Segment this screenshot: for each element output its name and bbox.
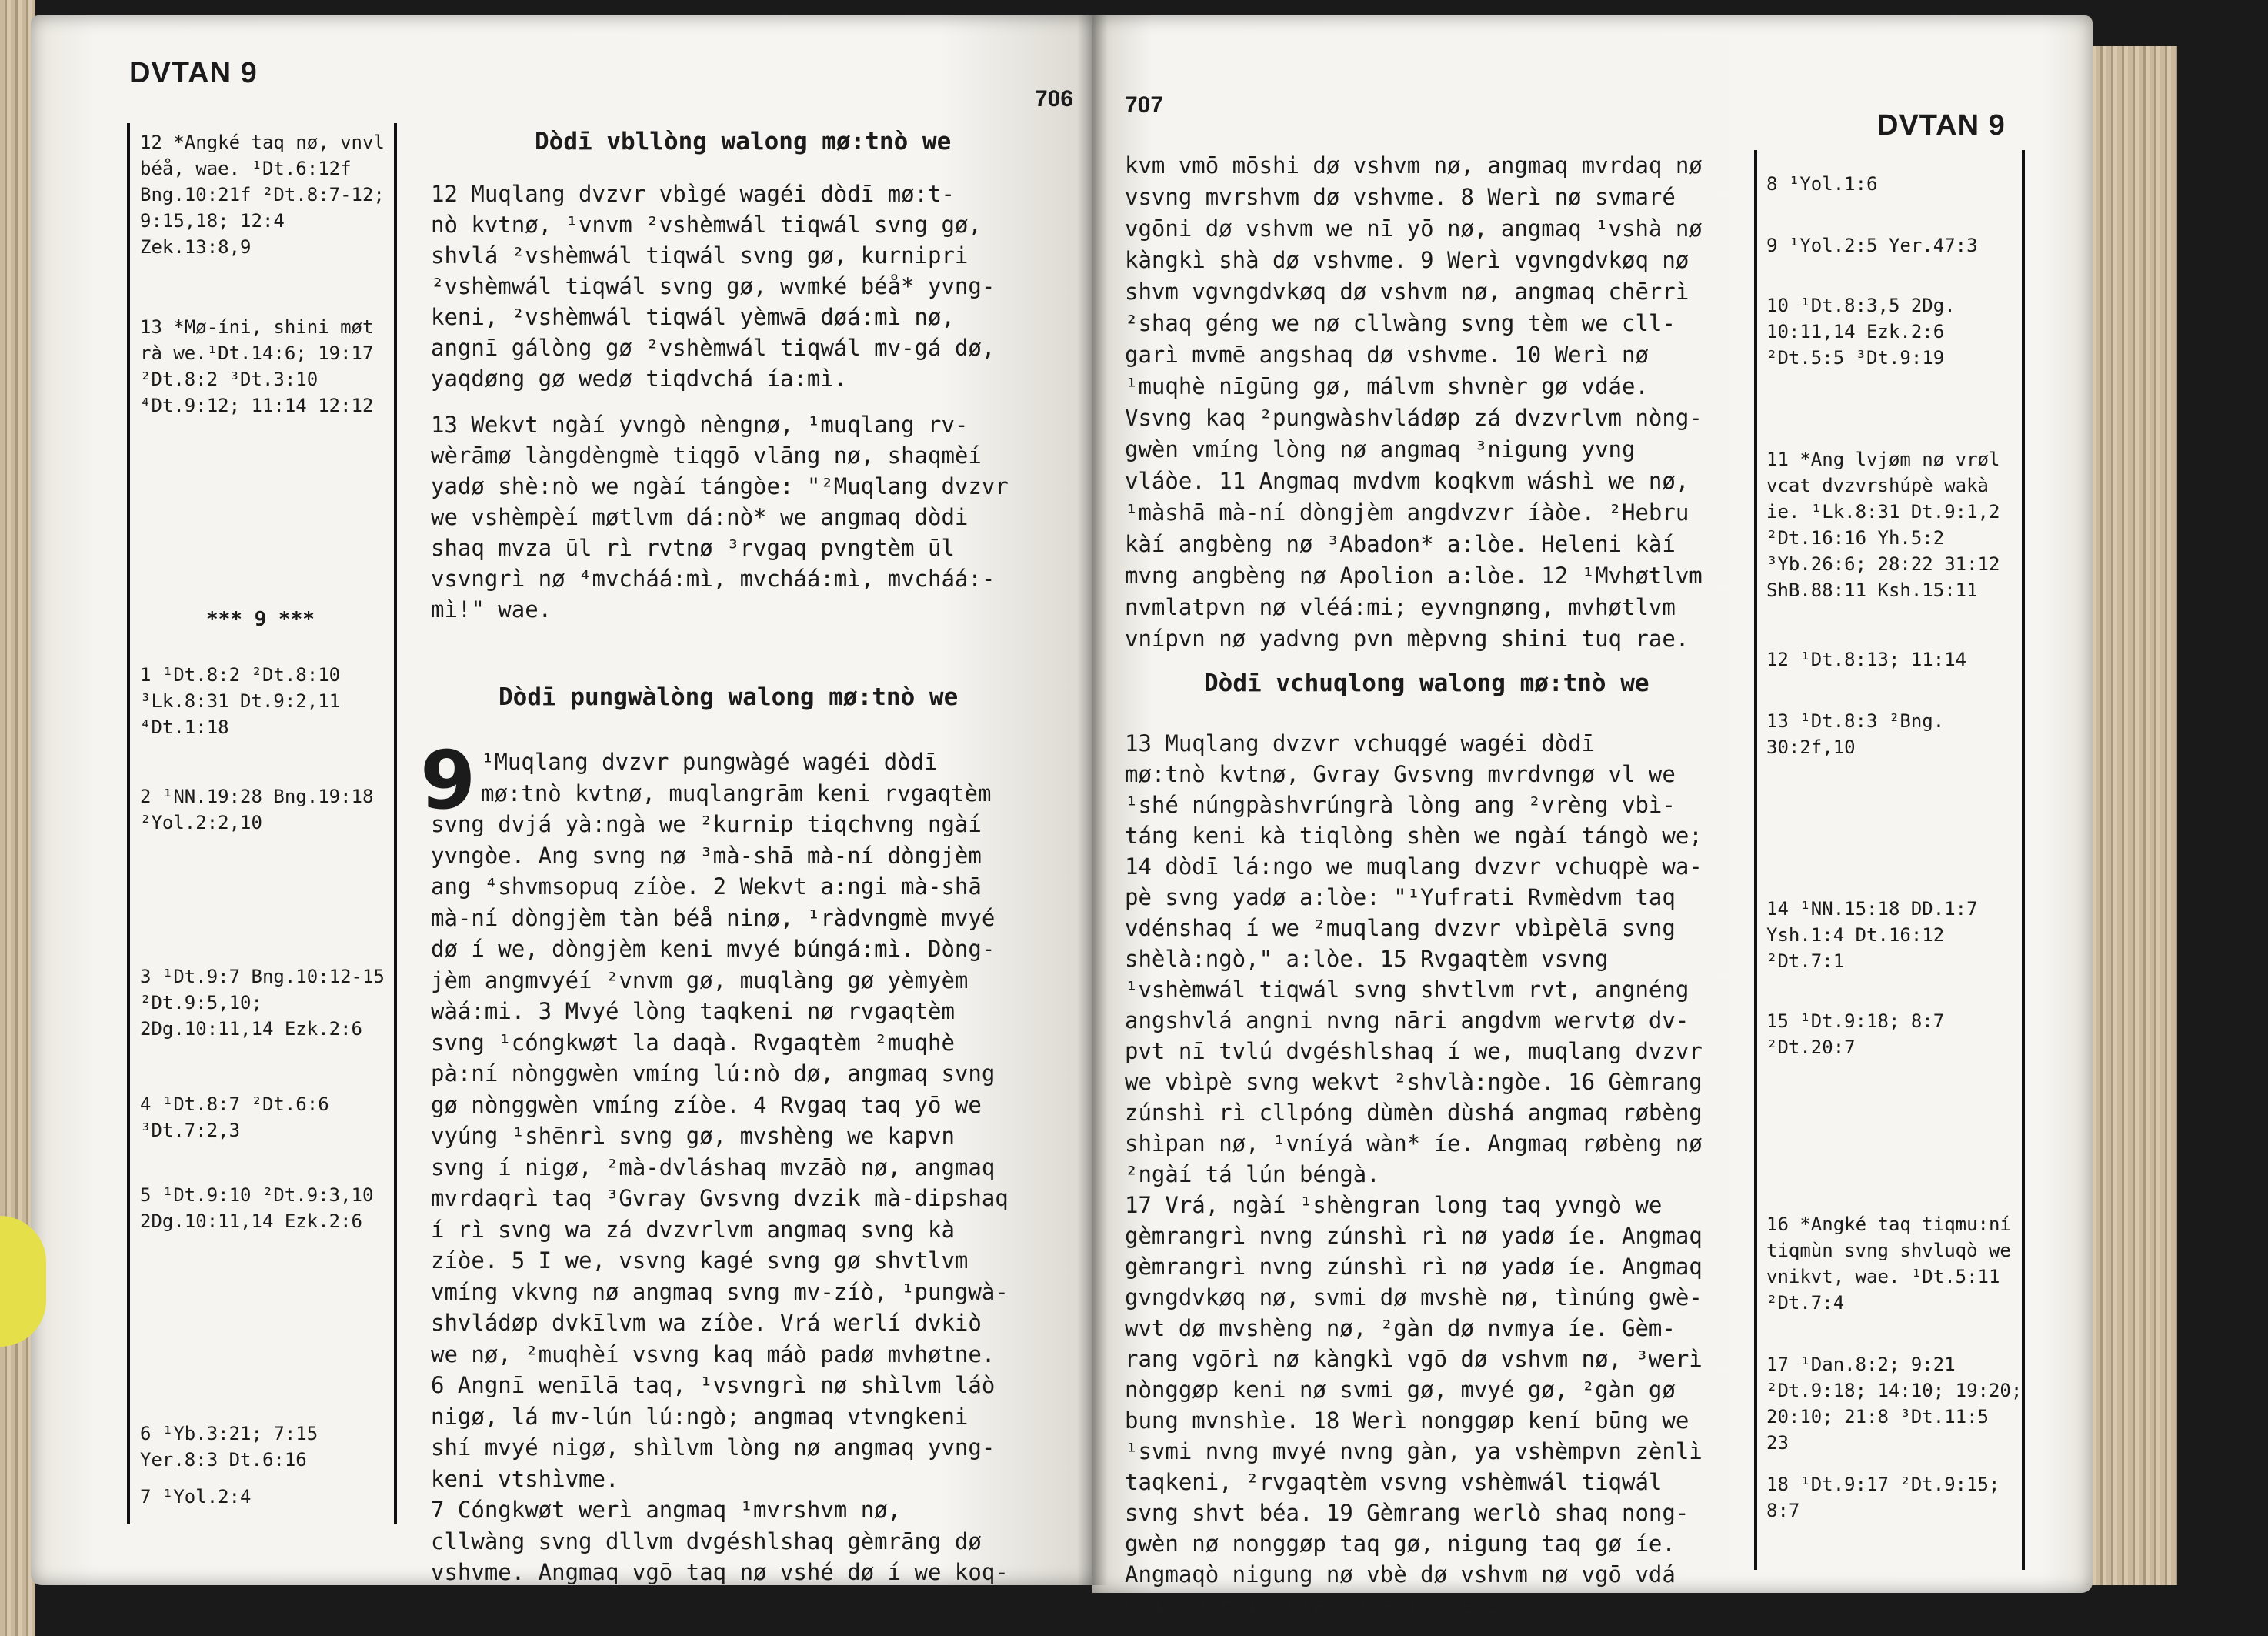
verse-line: mø:tnò kvtnø, muqlangrām keni rvgaqtèm — [481, 780, 992, 806]
cross-reference-line: 8 ¹Yol.1:6 — [1766, 173, 1878, 195]
cross-reference-line: 1 ¹Dt.8:2 ²Dt.8:10 — [140, 664, 341, 686]
right-page-number: 707 — [1125, 92, 1164, 118]
cross-reference-line: 13 ¹Dt.8:3 ²Bng. — [1766, 710, 1945, 732]
cross-reference-line: ³Dt.7:2,3 — [140, 1120, 241, 1141]
verse-line: shìpan nø, ¹vníyá wàn* íe. Angmaq røbèng nø — [1125, 1130, 1703, 1157]
cross-reference-line: 6 ¹Yb.3:21; 7:15 — [140, 1423, 319, 1444]
verse-line: vsvng mvrshvm dø vshvme. 8 Werì nø svmaré — [1125, 184, 1676, 210]
verse-line: mø:tnò kvtnø, Gvray Gvsvng mvrdvngø vl we — [1125, 761, 1676, 787]
verse-line: cllwàng svng dllvm dvgéshlshaq gèmrāng dø — [431, 1527, 982, 1554]
verse-line: shvládøp dvkīlvm wa zíòe. Vrá werlí dvkiò — [431, 1310, 982, 1336]
verse-line: kàngkì shà dø vshvme. 9 Werì vgvngdvkøq nø — [1125, 247, 1689, 273]
verse-line: 17 Vrá, ngàí ¹shèngran long taq yvngò we — [1125, 1192, 1663, 1218]
verse-line: gèmrangrì nvng zúnshì rì nø yadø íe. Angmaq — [1125, 1254, 1703, 1280]
verse-line: 6 Angnī wenīlā taq, ¹vsvngrì nø shìlvm láò — [431, 1372, 996, 1398]
verse-line: ¹vshèmwál tiqwál svng shvtlvm rvt, angnéng — [1125, 977, 1689, 1003]
verse-line: mà-ní dòngjèm tàn béå ninø, ¹ràdvngmè mvyé — [431, 904, 996, 931]
verse-line: mì!" wae. — [431, 596, 552, 623]
verse-line: táng keni kà tiqlòng shèn we ngàí tángò we; — [1125, 823, 1703, 849]
right-section-heading: Dòdī vchuqlong walong mø:tnò we — [1204, 669, 1649, 697]
verse-line: shèlà:ngò," a:lòe. 15 Rvgaqtèm vsvng — [1125, 946, 1609, 972]
verse-line: gèmrangrì nvng zúnshì rì nø yadø íe. Angmaq — [1125, 1223, 1703, 1249]
verse-line: angshvlá angni nvng nāri angdvm wervtø dv- — [1125, 1007, 1689, 1033]
cross-reference-line: rà we.¹Dt.14:6; 19:17 — [140, 342, 374, 364]
verse-line: yvngòe. Ang svng nø ³mà-shā mà-ní dòngjèm — [431, 842, 982, 869]
section-heading-2: Dòdī pungwàlòng walong mø:tnò we — [499, 683, 959, 711]
verse-line: gwèn vmíng lòng nø angmaq ³nigung yvng — [1125, 436, 1636, 462]
verse-line: rang vgōrì nø kàngkì vgō dø vshvm nø, ³werì — [1125, 1346, 1703, 1372]
cross-reference-line: ²Dt.5:5 ³Dt.9:19 — [1766, 347, 1945, 369]
verse-line: 13 Muqlang dvzvr vchuqgé wagéi dòdī — [1125, 730, 1596, 756]
verse-line: angnī gálòng gø ²vshèmwál tiqwál mv-gá dø, — [431, 335, 996, 361]
verse-line: wàá:mi. 3 Mvyé lòng taqkeni nø rvgaqtèm — [431, 998, 955, 1024]
verse-line: weí, werlí dvlá dvzá:rò we íe. — [1125, 1592, 1528, 1618]
verse-line: nònggøp keni nø svmi gø, mvyé gø, ²gàn gø — [1125, 1377, 1676, 1403]
verse-line: zíòe. 5 I we, vsvng kagé svng gø shvtlvm — [431, 1247, 969, 1274]
verse-line: shaq mvza ūl rì rvtnø ³rvgaq pvngtèm ūl — [431, 535, 955, 561]
cross-reference-line: 8:7 — [1766, 1500, 1800, 1521]
verse-line: shvlá ²vshèmwál tiqwál svng gø, kurnipri — [431, 242, 969, 269]
right-running-head: DVTAN 9 — [1877, 109, 2006, 142]
cross-reference-line: 2 ¹NN.19:28 Bng.19:18 — [140, 786, 374, 807]
verse-line: vgōni dø vshvm we nī yō nø, angmaq ¹vshà nø — [1125, 215, 1703, 242]
verse-line: 12 Muqlang dvzvr vbìgé wagéi dòdī mø:t- — [431, 181, 955, 207]
verse-line: pè svng yadø a:lòe: "¹Yufrati Rvmèdvm taq — [1125, 884, 1676, 910]
cross-reference-line: vcat dvzvrshúpè wakà — [1766, 475, 1989, 496]
verse-line: keni, ²vshèmwál tiqwál yèmwā døá:mì nø, — [431, 304, 955, 330]
cross-reference-line: 2Dg.10:11,14 Ezk.2:6 — [140, 1018, 362, 1040]
verse-line: shí mvyé nigø, shìlvm lòng nø angmaq yvng- — [431, 1434, 996, 1461]
verse-line: ¹muqhè nīgūng gø, málvm shvnèr gø vdáe. — [1125, 373, 1649, 399]
cross-reference-line: béå, wae. ¹Dt.6:12f — [140, 158, 352, 179]
verse-line: ²ngàí tá lún béngà. — [1125, 1161, 1380, 1187]
verse-line: 13 Wekvt ngàí yvngò nèngnø, ¹muqlang rv- — [431, 412, 969, 438]
verse-line: we vbìpè svng wekvt ²shvlà:ngòe. 16 Gèmrang — [1125, 1069, 1703, 1095]
verse-line: ¹Muqlang dvzvr pungwàgé wagéi dòdī — [481, 749, 938, 775]
verse-line: svng ¹cóngkwøt la daqà. Rvgaqtèm ²muqhè — [431, 1029, 955, 1056]
verse-line: gwèn nø nonggøp taq gø, nigung taq gø íe. — [1125, 1531, 1676, 1557]
verse-line: vmíng vkvng nø angmaq svng mv-zíò, ¹pungwà- — [431, 1278, 1009, 1305]
verse-line: svng dvjá yà:ngà we ²kurnip tiqchvng ngàí — [431, 811, 982, 837]
cross-reference-line: 12 ¹Dt.8:13; 11:14 — [1766, 649, 1967, 670]
verse-line: kvm vmō mōshi dø vshvm nø, angmaq mvrdaq nø — [1125, 152, 1703, 179]
verse-line: í rì svng wa zá dvzvrlvm angmaq svng kà — [431, 1216, 955, 1243]
cross-reference-line: 5 ¹Dt.9:10 ²Dt.9:3,10 — [140, 1184, 374, 1206]
cross-reference-line: ²Dt.8:2 ³Dt.3:10 — [140, 369, 319, 390]
verse-line: kàí angbèng nø ³Abadon* a:lòe. Heleni kàí — [1125, 531, 1676, 557]
cross-reference-line: ³Lk.8:31 Dt.9:2,11 — [140, 690, 341, 712]
cross-reference-line: Yer.8:3 Dt.6:16 — [140, 1449, 307, 1471]
cross-reference-line: 11 *Ang lvjøm nø vrøl — [1766, 449, 2000, 470]
chapter-marker: *** 9 *** — [206, 608, 315, 631]
verse-line: pà:ní nònggwèn vmíng lú:nò dø, angmaq svng — [431, 1060, 996, 1087]
cross-reference-line: ie. ¹Lk.8:31 Dt.9:1,2 — [1766, 501, 2000, 523]
right-ref-column-rule-left — [1754, 150, 1757, 1570]
verse-line: we nø, ²muqhèí vsvng kaq máò padø mvhøtne. — [431, 1341, 996, 1367]
verse-line: wèrāmø làngdèngmè tiqgō vlāng nø, shaqmèí — [431, 442, 982, 469]
verse-line: we vshèmpèí møtlvm dá:nò* we angmaq dòdi — [431, 504, 969, 530]
cross-reference-line: 12 *Angké taq nø, vnvl — [140, 132, 385, 153]
verse-line: 7 Cóngkwøt werì angmaq ¹mvrshvm nø, — [431, 1497, 902, 1523]
verse-line: jèm angmvyéí ²vnvm gø, muqlàng gø yèmyèm — [431, 967, 969, 993]
verse-line: keni vtshìvme. — [431, 1465, 619, 1492]
verse-line: vshvme. Angmaq vgō taq nø vshé dø í we koq- — [431, 1559, 1009, 1585]
cross-reference-line: 20:10; 21:8 ³Dt.11:5 — [1766, 1406, 1989, 1427]
verse-line: vyúng ¹shēnrì svng gø, mvshèng we kapvn — [431, 1123, 955, 1149]
book-gutter — [1077, 15, 1108, 1585]
cross-reference-line: Ysh.1:4 Dt.16:12 — [1766, 924, 1945, 946]
cross-reference-line: 14 ¹NN.15:18 DD.1:7 — [1766, 898, 1978, 920]
verse-line: ²vshèmwál tiqwál svng gø, wvmké béå* yvng- — [431, 273, 996, 299]
verse-line: ¹svmi nvng mvyé nvng gàn, ya vshèmpvn zènlì — [1125, 1438, 1703, 1464]
left-ref-column-rule-left — [127, 123, 130, 1524]
verse-line: zúnshì rì cllpóng dùmèn dùshá angmaq røbèng — [1125, 1100, 1703, 1126]
cross-reference-line: ⁴Dt.9:12; 11:14 12:12 — [140, 395, 374, 416]
verse-line: svng í nigø, ²mà-dvláshaq mvzāò nø, angmaq — [431, 1154, 996, 1180]
cross-reference-line: ²Dt.20:7 — [1766, 1037, 1856, 1058]
cross-reference-line: 13 *Mø-íni, shini møt — [140, 316, 374, 338]
verse-line: vnípvn nø yadvng pvn mèpvng shini tuq rae. — [1125, 626, 1689, 652]
cross-reference-line: ²Dt.9:5,10; — [140, 992, 262, 1013]
cross-reference-line: ²Dt.7:1 — [1766, 950, 1845, 972]
cross-reference-line: 30:2f,10 — [1766, 736, 1856, 758]
verse-line: garì mvmē angshaq dø vshvme. 10 Werì nø — [1125, 342, 1649, 368]
cross-reference-line: 3 ¹Dt.9:7 Bng.10:12-15 — [140, 966, 385, 987]
cross-reference-line: 18 ¹Dt.9:17 ²Dt.9:15; — [1766, 1474, 2000, 1495]
left-ref-column-rule-right — [394, 123, 397, 1524]
verse-line: Angmaqò nigung nø vbè dø vshvm nø vgō vdá — [1125, 1561, 1676, 1588]
cross-reference-line: ²Yol.2:2,10 — [140, 812, 262, 833]
cross-reference-line: 2Dg.10:11,14 Ezk.2:6 — [140, 1210, 362, 1232]
cross-reference-line: 4 ¹Dt.8:7 ²Dt.6:6 — [140, 1093, 329, 1115]
right-ref-column-rule-right — [2022, 150, 2025, 1570]
cross-reference-line: ²Dt.9:18; 14:10; 19:20; — [1766, 1380, 2023, 1401]
verse-line: gvngdvkøq nø, svmi dø mvshè nø, tìnúng gwè- — [1125, 1284, 1703, 1310]
cross-reference-line: 17 ¹Dan.8:2; 9:21 — [1766, 1354, 1956, 1375]
verse-line: vsvngrì nø ⁴mvcháá:mì, mvcháá:mì, mvcháá:- — [431, 566, 996, 592]
verse-line: wvt dø mvshèng nø, ²gàn dø nvmya íe. Gèm- — [1125, 1315, 1676, 1341]
cross-reference-line: tiqmùn svng shvluqò we — [1766, 1240, 2011, 1261]
verse-line: ang ⁴shvmsopuq zíòe. 2 Wekvt a:ngi mà-shā — [431, 873, 982, 900]
cross-reference-line: Zek.13:8,9 — [140, 236, 252, 258]
verse-line: gø nònggwèn vmíng zíòe. 4 Rvgaq taq yō we — [431, 1091, 982, 1118]
cross-reference-line: 23 — [1766, 1432, 1789, 1454]
cross-reference-line: ⁴Dt.1:18 — [140, 716, 229, 738]
verse-line: yaqdøng gø wedø tiqdvchá ía:mì. — [431, 366, 848, 392]
verse-line: ¹shé núngpàshvrúngrà lòng ang ²vrèng vbì- — [1125, 792, 1676, 818]
left-running-head: DVTAN 9 — [129, 57, 258, 89]
cross-reference-line: 9 ¹Yol.2:5 Yer.47:3 — [1766, 235, 1978, 256]
verse-line: shvm vgvngdvkøq dø vshvm nø, angmaq chērrì — [1125, 279, 1689, 305]
verse-line: ¹màshā mà-ní dòngjèm angdvzvr íàòe. ²Hebru — [1125, 499, 1689, 526]
verse-line: nigø, lá mv-lún lú:ngò; angmaq vtvngkeni — [431, 1403, 969, 1430]
book-edge-right — [2085, 46, 2177, 1585]
chapter-drop-cap: 9 — [420, 733, 476, 827]
verse-line: mvrdaqrì taq ³Gvray Gvsvng dvzik mà-dipshaq — [431, 1185, 1009, 1211]
verse-line: pvt nī tvlú dvgéshlshaq í we, muqlang dvzvr — [1125, 1038, 1703, 1064]
verse-line: dø í we, dòngjèm keni mvyé búngá:mì. Dòng- — [431, 936, 996, 962]
verse-line: bung mvnshìe. 18 Werì nonggøp kení būng we — [1125, 1407, 1689, 1434]
verse-line: taqkeni, ²rvgaqtèm vsvng vshèmwál tiqwál — [1125, 1469, 1663, 1495]
verse-line: vdénshaq í we ²muqlang dvzvr vbìpèlā svng — [1125, 915, 1676, 941]
cross-reference-line: Bng.10:21f ²Dt.8:7-12; — [140, 184, 385, 205]
verse-line: 14 dòdī lá:ngo we muqlang dvzvr vchuqpè wa- — [1125, 853, 1703, 880]
cross-reference-line: ShB.88:11 Ksh.15:11 — [1766, 579, 1978, 601]
cross-reference-line: 10 ¹Dt.8:3,5 2Dg. — [1766, 295, 1956, 316]
section-heading-1: Dòdī vbllòng walong mø:tnò we — [535, 128, 952, 155]
cross-reference-line: ²Dt.16:16 Yh.5:2 — [1766, 527, 1945, 549]
verse-line: vláòe. 11 Angmaq mvdvm koqkvm wáshì we nø, — [1125, 468, 1689, 494]
cross-reference-line: 7 ¹Yol.2:4 — [140, 1486, 252, 1507]
cross-reference-line: 10:11,14 Ezk.2:6 — [1766, 321, 1945, 342]
cross-reference-line: ³Yb.26:6; 28:22 31:12 — [1766, 553, 2000, 575]
verse-line: nvmlatpvn nø vléá:mi; eyvngnøng, mvhøtlvm — [1125, 594, 1676, 620]
cross-reference-line: 16 *Angké taq tiqmu:ní — [1766, 1214, 2011, 1235]
verse-line: yadø shè:nò we ngàí tángòe: "²Muqlang dvzvr — [431, 473, 1009, 499]
cross-reference-line: 9:15,18; 12:4 — [140, 210, 285, 232]
verse-line: nò kvtnø, ¹vnvm ²vshèmwál tiqwál svng gø, — [431, 212, 982, 238]
cross-reference-line: 15 ¹Dt.9:18; 8:7 — [1766, 1010, 1945, 1032]
cross-reference-line: ²Dt.7:4 — [1766, 1292, 1845, 1314]
verse-line: Vsvng kaq ²pungwàshvládøp zá dvzvrlvm nòng- — [1125, 405, 1703, 431]
verse-line: ²shaq géng we nø cllwàng svng tèm we cll- — [1125, 310, 1676, 336]
cross-reference-line: vnikvt, wae. ¹Dt.5:11 — [1766, 1266, 2000, 1287]
verse-line: mvng angbèng nø Apolion a:lòe. 12 ¹Mvhøtlvm — [1125, 563, 1703, 589]
verse-line: svng shvt béa. 19 Gèmrang werlò shaq nong- — [1125, 1500, 1689, 1526]
left-page-number: 706 — [1035, 86, 1074, 112]
